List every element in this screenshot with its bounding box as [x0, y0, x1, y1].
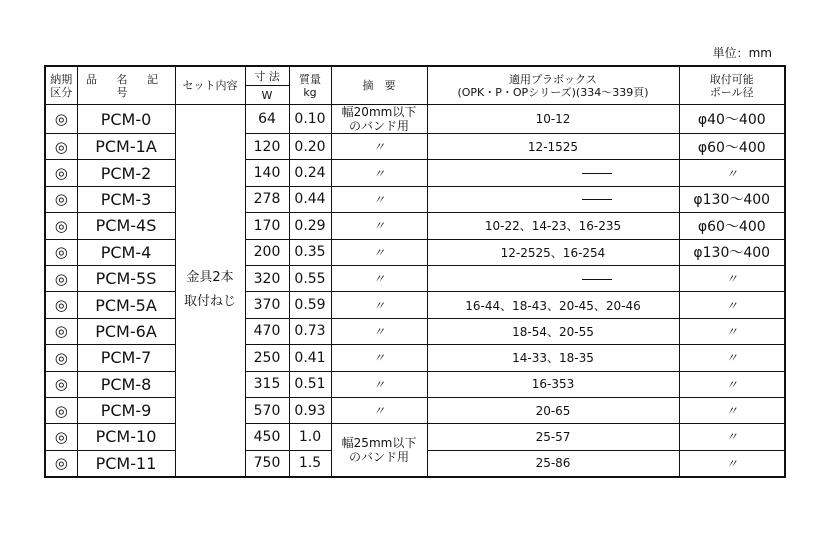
delivery-mark: ◎ — [45, 318, 77, 344]
model-cell: PCM-1A — [77, 134, 175, 160]
pole-cell: φ60〜400 — [679, 213, 785, 239]
header-set: セット内容 — [175, 66, 245, 105]
pole-cell: 〃 — [679, 265, 785, 291]
spec-table — [44, 65, 786, 478]
pole-cell: 〃 — [679, 345, 785, 371]
table-row — [45, 318, 785, 344]
applicable-cell: 14-33、18-35 — [427, 345, 679, 371]
model-cell: PCM-7 — [77, 345, 175, 371]
header-weight: 質量 kg — [289, 66, 331, 105]
dash-mark — [582, 199, 612, 200]
table-row — [45, 397, 785, 423]
width-cell: 170 — [245, 213, 289, 239]
weight-cell: 1.0 — [289, 424, 331, 450]
header-dimension-w: W — [245, 86, 289, 105]
width-cell: 450 — [245, 424, 289, 450]
pole-cell: φ130〜400 — [679, 239, 785, 265]
model-cell: PCM-11 — [77, 450, 175, 476]
dash-mark — [582, 279, 612, 280]
model-cell: PCM-10 — [77, 424, 175, 450]
table-row — [45, 160, 785, 186]
table-row — [45, 345, 785, 371]
width-cell: 250 — [245, 345, 289, 371]
table-row — [45, 239, 785, 265]
applicable-cell: 10-22、14-23、16-235 — [427, 213, 679, 239]
applicable-cell: 16-44、18-43、20-45、20-46 — [427, 292, 679, 318]
weight-cell: 0.20 — [289, 134, 331, 160]
delivery-mark: ◎ — [45, 292, 77, 318]
delivery-mark: ◎ — [45, 424, 77, 450]
delivery-mark: ◎ — [45, 160, 77, 186]
dash-mark — [582, 173, 612, 174]
applicable-cell: 12-2525、16-254 — [427, 239, 679, 265]
width-cell: 120 — [245, 134, 289, 160]
model-cell: PCM-4S — [77, 213, 175, 239]
pole-cell: φ130〜400 — [679, 186, 785, 212]
delivery-mark: ◎ — [45, 371, 77, 397]
model-cell: PCM-9 — [77, 397, 175, 423]
width-cell: 64 — [245, 105, 289, 134]
remarks-ditto: 〃 — [331, 318, 427, 344]
weight-cell: 0.55 — [289, 265, 331, 291]
model-cell: PCM-5A — [77, 292, 175, 318]
delivery-mark: ◎ — [45, 186, 77, 212]
weight-cell: 0.44 — [289, 186, 331, 212]
delivery-mark: ◎ — [45, 265, 77, 291]
header-remarks: 摘 要 — [331, 66, 427, 105]
width-cell: 278 — [245, 186, 289, 212]
remarks-ditto: 〃 — [331, 186, 427, 212]
remarks-ditto: 〃 — [331, 371, 427, 397]
table-row — [45, 371, 785, 397]
applicable-cell — [427, 265, 679, 291]
weight-cell: 0.29 — [289, 213, 331, 239]
remarks-ditto: 〃 — [331, 160, 427, 186]
remarks-ditto: 〃 — [331, 265, 427, 291]
applicable-cell: 20-65 — [427, 397, 679, 423]
weight-cell: 0.93 — [289, 397, 331, 423]
width-cell: 370 — [245, 292, 289, 318]
model-cell: PCM-6A — [77, 318, 175, 344]
applicable-cell: 25-57 — [427, 424, 679, 450]
header-applicable: 適用プラボックス (OPK・P・OPシリーズ)(334〜339頁) — [427, 66, 679, 105]
pole-cell: 〃 — [679, 397, 785, 423]
delivery-mark: ◎ — [45, 213, 77, 239]
weight-cell: 0.41 — [289, 345, 331, 371]
width-cell: 320 — [245, 265, 289, 291]
table-row — [45, 134, 785, 160]
remarks-ditto: 〃 — [331, 239, 427, 265]
pole-cell: φ60〜400 — [679, 134, 785, 160]
delivery-mark: ◎ — [45, 345, 77, 371]
table-row — [45, 186, 785, 212]
weight-cell: 0.59 — [289, 292, 331, 318]
table-row — [45, 265, 785, 291]
applicable-cell — [427, 160, 679, 186]
table-row — [45, 105, 785, 134]
pole-cell: φ40〜400 — [679, 105, 785, 134]
model-cell: PCM-5S — [77, 265, 175, 291]
width-cell: 470 — [245, 318, 289, 344]
delivery-mark: ◎ — [45, 397, 77, 423]
model-cell: PCM-0 — [77, 105, 175, 134]
weight-cell: 1.5 — [289, 450, 331, 476]
weight-cell: 0.35 — [289, 239, 331, 265]
width-cell: 140 — [245, 160, 289, 186]
weight-cell: 0.24 — [289, 160, 331, 186]
width-cell: 570 — [245, 397, 289, 423]
applicable-cell — [427, 186, 679, 212]
remarks-cell: 幅25mm以下 のバンド用 — [331, 424, 427, 477]
pole-cell: 〃 — [679, 318, 785, 344]
set-contents: 金具2本 取付ねじ — [175, 105, 245, 477]
model-cell: PCM-3 — [77, 186, 175, 212]
pole-cell: 〃 — [679, 424, 785, 450]
remarks-ditto: 〃 — [331, 397, 427, 423]
remarks-ditto: 〃 — [331, 345, 427, 371]
applicable-cell: 12-1525 — [427, 134, 679, 160]
pole-cell: 〃 — [679, 160, 785, 186]
remarks-ditto: 〃 — [331, 292, 427, 318]
weight-cell: 0.73 — [289, 318, 331, 344]
applicable-cell: 18-54、20-55 — [427, 318, 679, 344]
width-cell: 750 — [245, 450, 289, 476]
model-cell: PCM-2 — [77, 160, 175, 186]
pole-cell: 〃 — [679, 450, 785, 476]
width-cell: 200 — [245, 239, 289, 265]
pole-cell: 〃 — [679, 371, 785, 397]
unit-label: 単位：mm — [712, 46, 772, 60]
delivery-mark: ◎ — [45, 450, 77, 476]
weight-cell: 0.10 — [289, 105, 331, 134]
delivery-mark: ◎ — [45, 134, 77, 160]
header-model: 品 名 記 号 — [77, 66, 175, 105]
remarks-ditto: 〃 — [331, 134, 427, 160]
model-cell: PCM-4 — [77, 239, 175, 265]
table-row — [45, 213, 785, 239]
delivery-mark: ◎ — [45, 105, 77, 134]
remarks-ditto: 〃 — [331, 213, 427, 239]
weight-cell: 0.51 — [289, 371, 331, 397]
table-row — [45, 292, 785, 318]
table-row — [45, 424, 785, 450]
width-cell: 315 — [245, 371, 289, 397]
pole-cell: 〃 — [679, 292, 785, 318]
applicable-cell: 25-86 — [427, 450, 679, 476]
applicable-cell: 16-353 — [427, 371, 679, 397]
header-dimension: 寸 法 — [245, 66, 289, 86]
header-delivery: 納期 区分 — [45, 66, 77, 105]
delivery-mark: ◎ — [45, 239, 77, 265]
applicable-cell: 10-12 — [427, 105, 679, 134]
header-pole: 取付可能 ポール径 — [679, 66, 785, 105]
model-cell: PCM-8 — [77, 371, 175, 397]
remarks-cell: 幅20mm以下 のバンド用 — [331, 105, 427, 134]
